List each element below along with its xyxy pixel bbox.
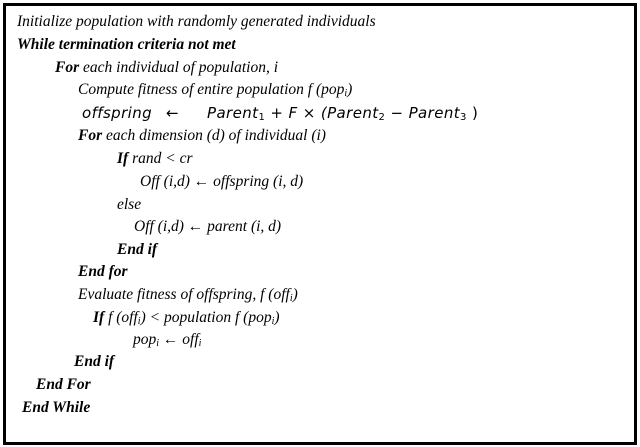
line-end-while: End While	[22, 399, 91, 416]
line-for-individual: For each individual of population, i	[55, 59, 279, 76]
line-evaluate-offspring: Evaluate fitness of offspring, f (off$_i$)	[78, 286, 298, 304]
line-end-for-outer: End For	[36, 376, 91, 393]
line-for-dimension: For each dimension (d) of individual (i)	[78, 127, 326, 144]
line-off-parent: Off (i,d) ← parent (i, d)	[134, 218, 282, 235]
line-if-rand: If rand < cr	[117, 150, 193, 167]
line-pop-update: pop$_i$ ← off$_i$	[133, 331, 202, 349]
line-mutation-formula: offspring ← Parent$_1$ + F × (Parent$_2$ − Parent$_3$ )	[82, 104, 479, 123]
line-if-selection: If f (off$_i$) < population f (pop$_i$)	[93, 309, 280, 327]
line-while: While termination criteria not met	[17, 36, 236, 53]
line-off-offspring: Off (i,d) ← offspring (i, d)	[140, 173, 304, 190]
line-end-if-outer: End if	[74, 353, 115, 370]
line-end-if-inner: End if	[117, 241, 158, 258]
line-end-for-inner: End for	[78, 263, 128, 280]
line-compute-fitness: Compute fitness of entire population f (pop$_i$)	[78, 81, 353, 99]
line-initialize: Initialize population with randomly generated individuals	[17, 13, 376, 30]
line-else: else	[117, 196, 142, 213]
